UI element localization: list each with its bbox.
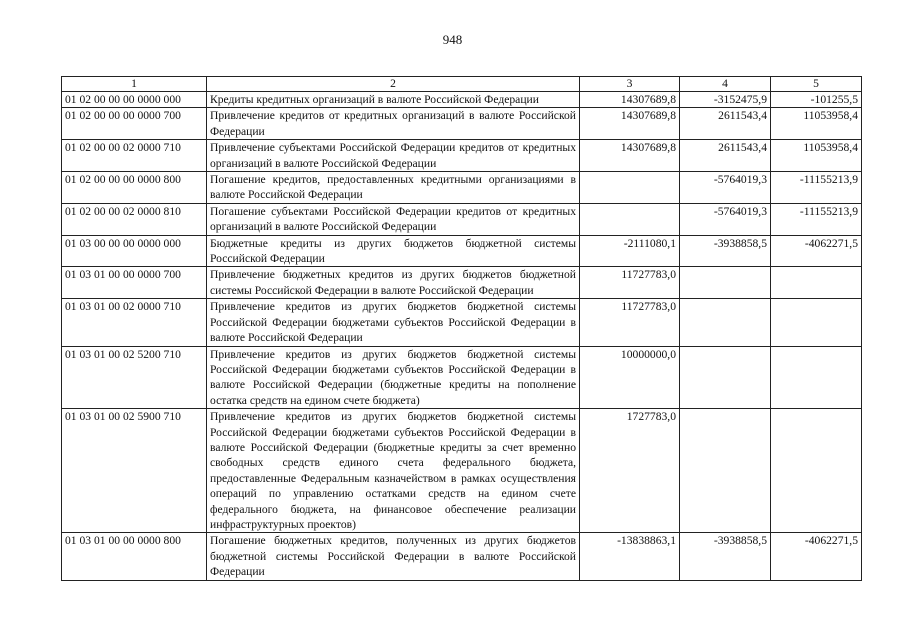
table-row (62, 267, 862, 299)
row-value-5 (771, 299, 862, 346)
table-row (62, 92, 862, 108)
row-value-3: -13838863,1 (580, 533, 680, 580)
page-number: 948 (442, 32, 463, 47)
table-row (62, 172, 862, 204)
row-value-3: 11727783,0 (580, 267, 680, 299)
row-value-5: -4062271,5 (771, 235, 862, 267)
row-name: Кредиты кредитных организаций в валюте Российской Федерации (207, 92, 580, 108)
row-value-4: -5764019,3 (680, 203, 771, 235)
row-name: Привлечение кредитов из других бюджетов бюджетной системы Российской Федерации бюджетами субъектов Российской Федерации в валюте Российской Федерации (бюджетные кредиты за счет временно свободных средств единого счета федерального бюджета, предоставленные Федеральным казначейством в рамках осуществления операций по управлению остатками средств на едином счете федерального бюджета, на финансовое обеспечение реализации инфраструктурных проектов) (207, 409, 580, 533)
row-value-4: -3938858,5 (680, 533, 771, 580)
row-code: 01 03 01 00 02 5900 710 (62, 409, 207, 533)
row-value-5: -11155213,9 (771, 172, 862, 204)
row-value-3: 14307689,8 (580, 108, 680, 140)
row-value-5: 11053958,4 (771, 108, 862, 140)
row-name: Привлечение кредитов из других бюджетов бюджетной системы Российской Федерации бюджетами субъектов Российской Федерации в валюте Российской Федерации (207, 299, 580, 346)
row-name: Погашение субъектами Российской Федерации кредитов от кредитных организаций в валюте Российской Федерации (207, 203, 580, 235)
row-value-4: -5764019,3 (680, 172, 771, 204)
table-row (62, 140, 862, 172)
row-value-4: -3938858,5 (680, 235, 771, 267)
row-code: 01 03 01 00 02 0000 710 (62, 299, 207, 346)
row-name: Погашение кредитов, предоставленных кредитными организациями в валюте Российской Федерации (207, 172, 580, 204)
row-value-4: 2611543,4 (680, 108, 771, 140)
row-value-4 (680, 409, 771, 533)
row-code: 01 02 00 00 02 0000 810 (62, 203, 207, 235)
row-name: Привлечение бюджетных кредитов из других бюджетов бюджетной системы Российской Федерации в валюте Российской Федерации (207, 267, 580, 299)
row-name: Привлечение субъектами Российской Федерации кредитов от кредитных организаций в валюте Российской Федерации (207, 140, 580, 172)
row-value-4: 2611543,4 (680, 140, 771, 172)
row-value-3: -2111080,1 (580, 235, 680, 267)
row-name: Погашение бюджетных кредитов, полученных из других бюджетов бюджетной системы Российской Федерации в валюте Российской Федерации (207, 533, 580, 580)
table-row (62, 203, 862, 235)
row-value-5 (771, 346, 862, 409)
table-row (62, 533, 862, 580)
row-value-3: 14307689,8 (580, 140, 680, 172)
row-value-3 (580, 203, 680, 235)
row-name: Бюджетные кредиты из других бюджетов бюджетной системы Российской Федерации (207, 235, 580, 267)
table-row (62, 346, 862, 409)
row-value-5 (771, 267, 862, 299)
column-header-value-4: 4 (680, 77, 771, 92)
table-row (62, 299, 862, 346)
row-code: 01 02 00 00 00 0000 000 (62, 92, 207, 108)
row-code: 01 03 01 00 02 5200 710 (62, 346, 207, 409)
row-value-3: 11727783,0 (580, 299, 680, 346)
row-value-3 (580, 172, 680, 204)
row-name: Привлечение кредитов от кредитных организаций в валюте Российской Федерации (207, 108, 580, 140)
column-header-value-5: 5 (771, 77, 862, 92)
table-row (62, 409, 862, 533)
row-value-5: -11155213,9 (771, 203, 862, 235)
budget-sources-table (61, 76, 862, 581)
row-value-5: 11053958,4 (771, 140, 862, 172)
row-value-3: 14307689,8 (580, 92, 680, 108)
table-row (62, 235, 862, 267)
table-row (62, 108, 862, 140)
row-code: 01 02 00 00 02 0000 710 (62, 140, 207, 172)
row-code: 01 03 00 00 00 0000 000 (62, 235, 207, 267)
row-code: 01 03 01 00 00 0000 700 (62, 267, 207, 299)
row-value-4 (680, 346, 771, 409)
row-code: 01 02 00 00 00 0000 700 (62, 108, 207, 140)
row-code: 01 02 00 00 00 0000 800 (62, 172, 207, 204)
row-value-3: 1727783,0 (580, 409, 680, 533)
row-value-4: -3152475,9 (680, 92, 771, 108)
column-header-value-3: 3 (580, 77, 680, 92)
column-header-name: 2 (207, 77, 580, 92)
row-value-3: 10000000,0 (580, 346, 680, 409)
row-value-4 (680, 267, 771, 299)
row-value-5: -4062271,5 (771, 533, 862, 580)
row-value-5 (771, 409, 862, 533)
column-header-code: 1 (62, 77, 207, 92)
row-code: 01 03 01 00 00 0000 800 (62, 533, 207, 580)
row-name: Привлечение кредитов из других бюджетов бюджетной системы Российской Федерации бюджетами субъектов Российской Федерации в валюте Российской Федерации (бюджетные кредиты на пополнение остатка средств на едином счете бюджета) (207, 346, 580, 409)
row-value-5: -101255,5 (771, 92, 862, 108)
row-value-4 (680, 299, 771, 346)
table-header-row (62, 77, 862, 92)
